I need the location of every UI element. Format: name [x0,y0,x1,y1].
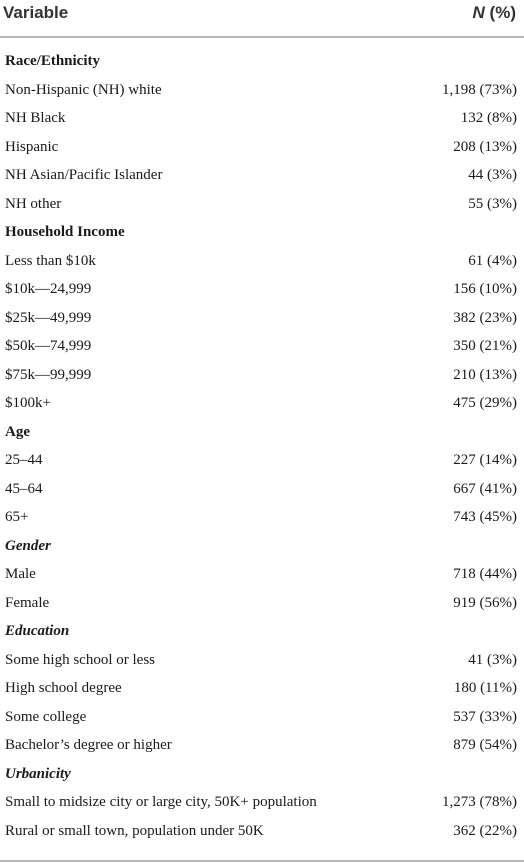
section-label: Gender [5,537,51,554]
table-bottom-rule [0,860,524,862]
row-label: Hispanic [5,138,59,155]
column-header-pct: (%) [484,3,516,22]
row-value: 350 (21%) [453,338,517,354]
table-row [0,392,524,421]
row-value: 382 (23%) [453,309,517,326]
table-header [0,0,524,38]
table-row [0,706,524,735]
row-value: 61 (4%) [468,252,517,269]
section-label: Household Income [5,224,125,240]
table-row [0,164,524,193]
table-row [0,563,524,592]
row-label: Female [5,594,50,611]
table-row [0,478,524,507]
row-value: 743 (45%) [453,509,517,525]
table-row [0,307,524,336]
table-row [0,250,524,279]
row-value: 44 (3%) [468,167,517,183]
table-row [0,335,524,364]
row-label: Some college [5,708,87,725]
row-label: Less than $10k [5,252,96,269]
table-row [0,506,524,535]
row-value: 210 (13%) [453,366,517,383]
table-row [0,193,524,222]
section-label: Education [5,623,70,639]
row-value: 919 (56%) [453,594,517,611]
row-value: 718 (44%) [453,566,517,582]
section-header-row [0,535,524,564]
row-value: 156 (10%) [453,281,517,297]
section-header-row [0,50,524,79]
section-label: Urbanicity [5,765,71,782]
column-header-n: N [472,3,485,22]
table-row [0,364,524,393]
row-label: NH Asian/Pacific Islander [5,167,163,183]
row-label: $50k—74,999 [5,338,92,354]
row-value: 227 (14%) [453,452,517,468]
row-label: NH Black [5,110,66,126]
table-row [0,79,524,108]
row-label: $25k—49,999 [5,309,92,326]
table-body [0,50,524,848]
table-row [0,592,524,621]
row-label: Non-Hispanic (NH) white [5,81,162,98]
row-value: 667 (41%) [453,480,517,497]
table-row [0,677,524,706]
row-label: $75k—99,999 [5,366,92,383]
row-label: Bachelor’s degree or higher [5,737,172,753]
row-value: 208 (13%) [453,138,517,155]
row-value: 362 (22%) [453,822,517,839]
section-header-row [0,763,524,792]
row-label: Some high school or less [5,651,155,668]
table-row [0,649,524,678]
section-header-row [0,421,524,450]
row-label: 25–44 [5,452,43,468]
row-value: 1,198 (73%) [442,81,517,98]
table-row [0,278,524,307]
row-label: 45–64 [5,480,43,497]
section-label: Race/Ethnicity [5,53,100,69]
row-label: 65+ [5,509,29,525]
row-label: High school degree [5,680,122,696]
section-header-row [0,620,524,649]
row-value: 180 (11%) [453,680,517,696]
table-row [0,449,524,478]
row-value: 132 (8%) [460,110,517,126]
row-value: 537 (33%) [453,708,517,725]
row-label: NH other [5,195,62,212]
row-label: $10k—24,999 [5,281,92,297]
table-row [0,107,524,136]
row-value: 879 (54%) [453,737,517,753]
table-row [0,734,524,763]
section-header-row [0,221,524,250]
row-value: 55 (3%) [468,195,517,212]
table-row [0,791,524,820]
row-label: Small to midsize city or large city, 50K+ population [5,794,317,810]
table-row [0,136,524,165]
column-header-variable: Variable [3,3,69,22]
row-value: 1,273 (78%) [442,794,517,810]
table-row [0,820,524,849]
row-label: Rural or small town, population under 50K [5,822,264,839]
section-label: Age [5,423,30,440]
column-header-n-pct [473,3,516,23]
row-label: Male [5,566,36,582]
row-value: 475 (29%) [453,395,517,411]
row-value: 41 (3%) [468,651,517,668]
row-label: $100k+ [5,395,51,411]
